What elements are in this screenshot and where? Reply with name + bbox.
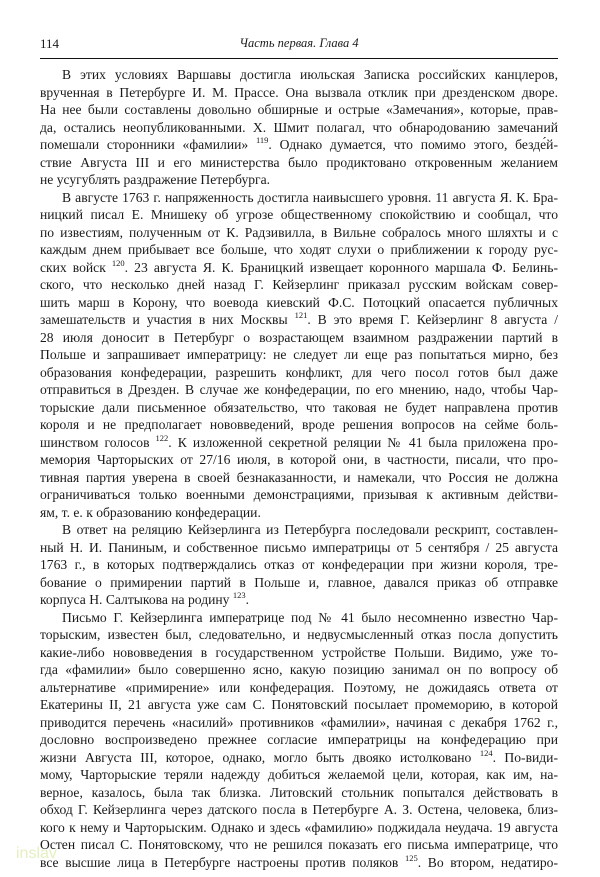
text-line: каждым днем прибывает все больше, что ходят слухи о приближении к городу рус- [40,242,558,257]
text-line: врученная в Петербурге И. М. Прассе. Она вызвала отклик при дрезденском дворе. [40,84,558,100]
text-line: ского, что несколько дней назад Г. Кейзерлинг приказал русским войскам совер- [40,277,558,292]
text-line: торыские дали письменное обязательство, что таковая не будет направлена против [40,399,558,415]
text-line: жизни Августа III, которое, однако, могло быть двояко истолковано $^{124}$. По-види- [40,747,558,765]
text-line: Письмо Г. Кейзерлинга императрице под № 41 было несомненно известно Чар- [62,609,558,625]
running-title: Часть первая. Глава 4 [239,36,359,50]
text-line: образования конфедерации, разрешить конфликт, для чего посол готов был даже [40,364,558,380]
text-line: альтернативе «примирение» или конфедерация. Поэтому, не дожидаясь ответа от [40,679,558,695]
text-line: корпуса Н. Салтыкова на родину $^{123}$. [40,590,250,607]
text-line: В этих условиях Варшавы достигла июльская Записка российских канцлеров, [62,67,558,82]
text-line: бование о примирении партий в Польше и, главное, давался приказ об отправке [40,574,558,590]
text-line: кого к нему и Чарторыским. Однако и здесь «фамилию» поджидала неудача. 19 августа [40,819,558,835]
text-line: ям, т. е. к образованию конфедерации. [40,504,261,520]
text-line: обход Г. Кейзерлинга через датского посла в Петербурге А. З. Остена, человека, близ- [40,802,558,817]
watermark: inslav [16,845,57,862]
body-text [40,66,558,871]
footnote-ref[interactable]: 124 [479,747,493,758]
text-line: все высшие лица в Петербурге настроены против поляков $^{125}$. Во втором, недатиро- [40,852,558,870]
text-line: помешали сторонники «фамилии» $^{119}$. Однако думается, что помимо этого, безде́й- [40,135,558,152]
text-line: шинством голосов $^{122}$. К изложенной секретной реляции № 41 была приложена про- [40,432,558,450]
text-line: короля и не предполагает нововведений, вроде решения вопросов на сейме боль- [40,417,558,432]
text-line: ских войск $^{120}$. 23 августа Я. К. Браницкий извещает коронного маршала Ф. Белинь- [40,257,558,275]
text-line: по известиям, полученным от К. Радзивилла, в Вильне собралось много шляхты и с [40,224,558,240]
text-line: какие-либо нововведения в государственном устройстве Польши. Видимо, уже то- [40,644,558,660]
text-line: мемория Чарторыских от 27/16 июля, в которой они, в частности, писали, что про- [40,452,558,467]
text-line: 1763 г., в которых подтверждались отказ от конфедерации при жизни короля, тре- [40,557,558,572]
page-number: 114 [40,36,60,51]
text-line: В ответ на реляцию Кейзерлинга из Петербурга последовали рескрипт, составлен- [62,522,558,537]
text-line: Екатерины II, 21 августа уже сам С. Понятовский посылает промеморию, в которой [40,697,558,712]
text-line: отправиться в Дрезден. В случае же конфедерации, по его мнению, надо, чтобы Чар- [40,382,558,397]
text-line: приводится перечень «насилий» противников «фамилии», начиная с декабря 1762 г., [40,714,558,730]
text-line: не усугублять раздражение Петербурга. [40,172,271,187]
text-line: тивная партия уверена в своей безнаказанности, и намекали, что Россия не должна [40,469,558,485]
page-header [40,36,558,56]
text-line: В августе 1763 г. напряженность достигла наивысшего уровня. 11 августа Я. К. Бра- [62,189,558,205]
text-line: На нее были составлены довольно обширные и острые «Замечания», которые, прав- [40,102,558,117]
text-line: замешательств и участия в них Москвы $^{121}$. В это время Г. Кейзерлинг 8 августа / [40,310,558,327]
footnote-ref[interactable]: 121 [294,310,308,320]
footnote-ref[interactable]: 120 [111,257,125,268]
text-line: ный Н. И. Паниным, и собственное письмо императрицы от 5 сентября / 25 августа [40,539,558,555]
footnote-ref[interactable]: 125 [405,852,418,863]
text-line: ограничиваться только военными демонстрациями, призывая к активным действи- [40,487,558,502]
header-rule [40,58,558,59]
text-line: да, остались неопубликованными. Х. Шмит полагал, что обнародованию замечаний [40,119,558,135]
text-line: ницкий писал Е. Мнишеку об угрозе общественному спокойствию и сообщал, что [40,207,558,222]
text-line: верное, казалось, была так близка. Литовский стольник попытался действовать в [40,784,558,800]
footnote-ref[interactable]: 119 [255,135,269,145]
text-line: дословно воспроизведено прежнее согласие императрицы на конфедерацию при [40,732,558,747]
text-line: торыским, известен был, следовательно, и недвусмысленный отказ посла допустить [40,627,558,642]
text-line: Польше и запрашивает императрицу: не следует ли еще раз попытаться мирно, без [40,347,558,362]
text-line: мому, Чарторыские теряли надежду добиться желаемой цели, которая, как им, на- [40,767,558,782]
text-line: Остен писал С. Понятовскому, что не решился показать его письма императрице, что [40,837,558,852]
text-line: шить марш в Корону, что воевода киевский Ф.С. Потоцкий опасается публичных [40,294,558,310]
footnote-ref[interactable]: 122 [155,432,169,443]
text-line: ствие Августа III и его министерства было продиктовано откровенным желанием [40,154,558,170]
footnote-ref[interactable]: 123 [232,590,246,600]
text-line: гда «фамилии» было совершенно ясно, какую позицию занимал он по вопросу об [40,662,558,677]
text-line: 28 июля доносит в Петербург о возрастающем взаимном раздражении партий в [40,329,558,345]
